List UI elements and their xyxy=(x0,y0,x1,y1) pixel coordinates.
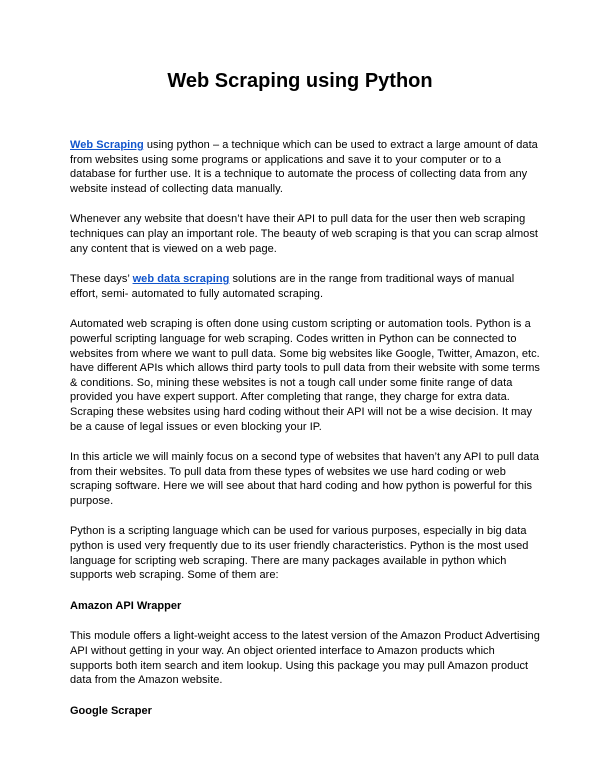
document-title: Web Scraping using Python xyxy=(167,70,433,92)
amazon-api-wrapper-heading: Amazon API Wrapper xyxy=(70,599,182,612)
intro-paragraph-text: using python – a technique which can be used to extract a large amount of data from websites using some programs or applications and save it to your computer or to a database for further use. It is a technique to automate the process of collecting data from any website instead of collecting data manually. xyxy=(70,139,538,195)
solutions-paragraph-lead: These days’ xyxy=(70,273,133,286)
python-paragraph: Python is a scripting language which can be used for various purposes, especially in big data python is used very frequently due to its user friendly characteristics. Python is the most used language for scripting web scraping. There are many packages available in python which supports web scraping. Some of them are: xyxy=(70,525,529,582)
solutions-paragraph xyxy=(70,272,540,301)
solutions-paragraph-text: solutions are in the range from traditional ways of manual effort, semi- automated to fully automated scraping. xyxy=(70,273,515,300)
intro-paragraph xyxy=(70,138,540,196)
web-data-scraping-link[interactable]: web data scraping xyxy=(132,273,230,286)
google-scraper-heading: Google Scraper xyxy=(70,704,152,717)
article-focus-paragraph: In this article we will mainly focus on a second type of websites that haven’t any API to pull data from their websites. To pull data from these types of websites we use hard coding or web scraping software. Here we will see about that hard coding and how python is powerful for this purpose. xyxy=(70,451,540,507)
api-paragraph: Whenever any website that doesn’t have their API to pull data for the user then web scraping techniques can play an important role. The beauty of web scraping is that you can scrap almost any content that is viewed on a web page. xyxy=(70,213,538,255)
amazon-api-wrapper-paragraph: This module offers a light-weight access to the latest version of the Amazon Product Advertising API without getting in your way. An object oriented interface to Amazon products which supports both item search and item lookup. Using this package you may pull Amazon product data from the Amazon website. xyxy=(70,630,540,687)
document-body xyxy=(70,138,540,734)
web-scraping-link[interactable]: Web Scraping xyxy=(70,139,144,151)
automation-paragraph: Automated web scraping is often done using custom scripting or automation tools. Python is a powerful scripting language for web scraping. Codes written in Python can be connected to websites from where we want to pull data. Some big websites like Google, Twitter, Amazon, etc. have different APIs which allows third party tools to pull data from their website with some terms & conditions. So, mining these websites is not a tough call under some finite range of data provided you have expert support. After completing that range, they charge for extra data. Scraping these websites using hard coding without their API will not be a wise decision. It may be a cause of legal issues or even blocking your IP. xyxy=(70,318,540,433)
